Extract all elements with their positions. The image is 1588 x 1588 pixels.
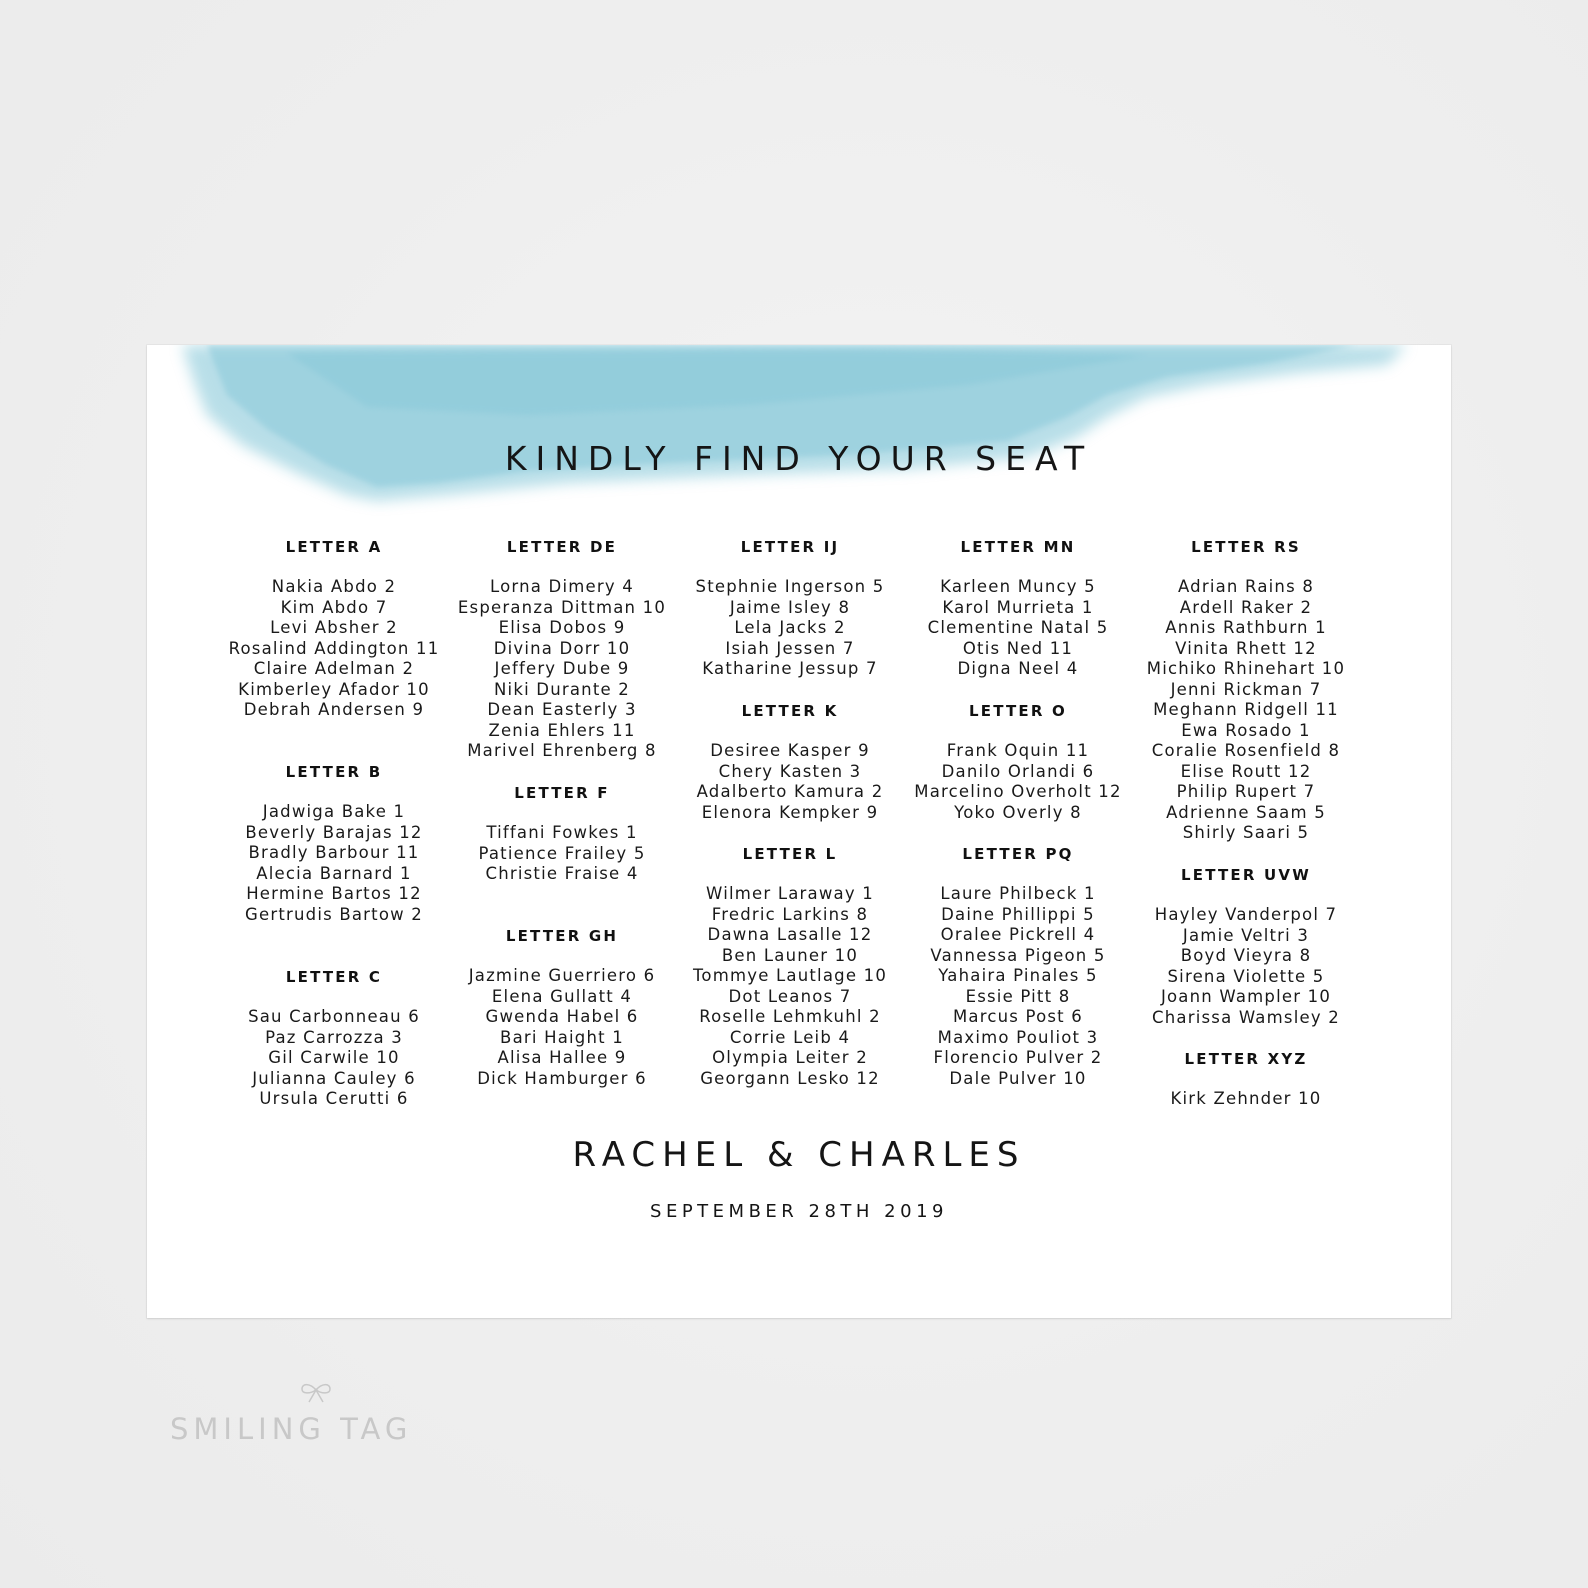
guest-entry: Elena Gullatt 4 xyxy=(491,986,633,1006)
page-title: KINDLY FIND YOUR SEAT xyxy=(504,439,1094,478)
guest-entry: Kim Abdo 7 xyxy=(280,597,388,617)
guest-entry: Gwenda Habel 6 xyxy=(485,1007,639,1026)
brand-watermark xyxy=(170,1382,470,1452)
guest-list xyxy=(1133,1089,1359,1110)
guest-entry: Danilo Orlandi 6 xyxy=(941,761,1095,781)
wedding-date: SEPTEMBER 28TH 2019 xyxy=(650,1201,948,1222)
guest-entry: Hayley Vanderpol 7 xyxy=(1154,905,1338,924)
bow-icon xyxy=(298,1382,334,1404)
guest-entry: Roselle Lehmkuhl 2 xyxy=(699,1007,881,1026)
guest-list xyxy=(221,577,447,721)
guest-entry: Ardell Raker 2 xyxy=(1179,597,1313,617)
guest-entry: Lorna Dimery 4 xyxy=(490,577,634,596)
guest-entry: Jeffery Dube 9 xyxy=(494,659,630,678)
letter-group xyxy=(905,844,1131,1089)
guest-entry: Paz Carrozza 3 xyxy=(265,1027,403,1047)
guest-list xyxy=(677,741,903,823)
guest-entry: Gertrudis Bartow 2 xyxy=(245,904,423,924)
guest-entry: Beverly Barajas 12 xyxy=(245,822,423,842)
group-heading: LETTER GH xyxy=(505,927,619,945)
guest-list xyxy=(677,577,903,680)
guest-entry: Kimberley Afador 10 xyxy=(238,679,430,699)
guest-entry: Frank Oquin 11 xyxy=(946,741,1090,760)
letter-group xyxy=(1133,537,1359,844)
guest-list xyxy=(905,741,1131,823)
brand-name: SMILING TAG xyxy=(170,1412,413,1446)
guest-entry: Yoko Overly 8 xyxy=(954,802,1082,822)
guest-entry: Karleen Muncy 5 xyxy=(940,577,1096,596)
guest-entry: Boyd Vieyra 8 xyxy=(1180,946,1312,965)
guest-list xyxy=(449,823,675,885)
guest-entry: Annis Rathburn 1 xyxy=(1165,618,1327,637)
letter-group xyxy=(677,701,903,823)
group-heading: LETTER O xyxy=(969,702,1067,720)
guest-entry: Ursula Cerutti 6 xyxy=(259,1089,409,1108)
guest-list xyxy=(221,802,447,925)
guest-entry: Esperanza Dittman 10 xyxy=(457,597,667,617)
guest-entry: Marivel Ehrenberg 8 xyxy=(467,741,657,760)
group-heading: LETTER PQ xyxy=(962,845,1074,863)
guest-entry: Divina Dorr 10 xyxy=(493,638,631,658)
guest-entry: Tiffani Fowkes 1 xyxy=(486,823,638,842)
guest-entry: Elenora Kempker 9 xyxy=(701,802,879,822)
guest-entry: Christie Fraise 4 xyxy=(485,864,639,883)
guest-entry: Kirk Zehnder 10 xyxy=(1170,1089,1322,1108)
letter-group xyxy=(905,701,1131,823)
letter-group xyxy=(905,537,1131,680)
letter-group xyxy=(677,537,903,680)
guest-entry: Desiree Kasper 9 xyxy=(710,741,870,760)
guest-list xyxy=(1133,577,1359,844)
group-heading: LETTER F xyxy=(514,784,610,802)
guest-entry: Vannessa Pigeon 5 xyxy=(930,945,1106,965)
guest-entry: Digna Neel 4 xyxy=(957,659,1079,678)
guest-entry: Hermine Bartos 12 xyxy=(246,884,422,903)
guest-entry: Charissa Wamsley 2 xyxy=(1152,1007,1340,1027)
guest-entry: Fredric Larkins 8 xyxy=(711,904,869,924)
guest-list xyxy=(449,966,675,1089)
guest-entry: Marcus Post 6 xyxy=(952,1007,1083,1026)
guest-entry: Chery Kasten 3 xyxy=(718,761,862,781)
letter-group xyxy=(1133,865,1359,1028)
letter-group xyxy=(221,762,447,925)
couple-names: RACHEL & CHARLES xyxy=(572,1135,1026,1175)
guest-list xyxy=(1133,905,1359,1028)
guest-entry: Rosalind Addington 11 xyxy=(228,638,440,658)
guest-entry: Vinita Rhett 12 xyxy=(1175,638,1317,658)
guest-entry: Dean Easterly 3 xyxy=(487,700,637,719)
guest-entry: Zenia Ehlers 11 xyxy=(488,720,636,740)
guest-entry: Dale Pulver 10 xyxy=(949,1068,1087,1088)
guest-entry: Karol Murrieta 1 xyxy=(942,597,1094,617)
guest-entry: Jadwiga Bake 1 xyxy=(262,802,406,821)
guest-list xyxy=(905,884,1131,1089)
guest-entry: Clementine Natal 5 xyxy=(927,618,1109,637)
guest-entry: Stephnie Ingerson 5 xyxy=(695,577,885,596)
guest-entry: Isiah Jessen 7 xyxy=(725,638,855,658)
guest-entry: Ewa Rosado 1 xyxy=(1181,720,1311,740)
guest-entry: Coralie Rosenfield 8 xyxy=(1151,741,1341,760)
guest-entry: Sirena Violette 5 xyxy=(1167,966,1325,986)
guest-list xyxy=(221,1007,447,1110)
guest-entry: Katharine Jessup 7 xyxy=(702,659,878,678)
letter-group xyxy=(449,537,675,762)
guest-entry: Nakia Abdo 2 xyxy=(271,577,397,596)
group-heading: LETTER RS xyxy=(1191,538,1301,556)
guest-entry: Philip Rupert 7 xyxy=(1176,782,1316,801)
guest-list xyxy=(905,577,1131,680)
group-heading: LETTER DE xyxy=(506,538,618,556)
guest-entry: Adrienne Saam 5 xyxy=(1166,802,1326,822)
guest-entry: Jenni Rickman 7 xyxy=(1170,679,1322,699)
guest-entry: Adalberto Kamura 2 xyxy=(696,782,884,801)
guest-entry: Joann Wampler 10 xyxy=(1160,987,1332,1006)
guest-entry: Elise Routt 12 xyxy=(1180,761,1312,781)
group-heading: LETTER UVW xyxy=(1181,866,1311,884)
group-heading: LETTER IJ xyxy=(740,538,840,556)
guest-entry: Patience Frailey 5 xyxy=(478,843,646,863)
guest-entry: Alisa Hallee 9 xyxy=(497,1048,627,1067)
guest-entry: Jaime Isley 8 xyxy=(729,597,851,617)
guest-entry: Julianna Cauley 6 xyxy=(252,1068,416,1088)
seating-columns xyxy=(221,537,1377,1117)
guest-entry: Laure Philbeck 1 xyxy=(940,884,1096,903)
guest-entry: Bradly Barbour 11 xyxy=(248,843,420,862)
letter-group xyxy=(221,967,447,1110)
seating-chart-card xyxy=(147,345,1451,1318)
letter-group xyxy=(677,844,903,1089)
guest-list xyxy=(677,884,903,1089)
guest-entry: Jazmine Guerriero 6 xyxy=(468,966,656,985)
guest-entry: Gil Carwile 10 xyxy=(268,1048,400,1067)
guest-entry: Essie Pitt 8 xyxy=(965,986,1071,1006)
guest-entry: Jamie Veltri 3 xyxy=(1182,925,1310,945)
guest-entry: Bari Haight 1 xyxy=(500,1027,624,1047)
letter-group xyxy=(221,537,447,721)
group-heading: LETTER XYZ xyxy=(1184,1050,1308,1068)
guest-entry: Shirly Saari 5 xyxy=(1182,823,1310,842)
guest-entry: Corrie Leib 4 xyxy=(729,1027,851,1047)
guest-entry: Claire Adelman 2 xyxy=(253,659,415,678)
guest-list xyxy=(449,577,675,762)
guest-entry: Daine Phillippi 5 xyxy=(941,904,1095,924)
guest-entry: Oralee Pickrell 4 xyxy=(940,925,1096,944)
guest-entry: Sau Carbonneau 6 xyxy=(248,1007,420,1026)
guest-entry: Olympia Leiter 2 xyxy=(712,1048,868,1067)
guest-entry: Dick Hamburger 6 xyxy=(477,1068,647,1088)
guest-entry: Florencio Pulver 2 xyxy=(933,1048,1103,1067)
letter-group xyxy=(449,926,675,1089)
guest-entry: Dawna Lasalle 12 xyxy=(707,925,873,944)
guest-entry: Maximo Pouliot 3 xyxy=(937,1027,1099,1047)
guest-entry: Marcelino Overholt 12 xyxy=(914,782,1122,801)
guest-entry: Alecia Barnard 1 xyxy=(256,863,412,883)
guest-entry: Otis Ned 11 xyxy=(962,638,1074,658)
group-heading: LETTER A xyxy=(285,538,383,556)
guest-entry: Meghann Ridgell 11 xyxy=(1153,700,1339,719)
guest-entry: Lela Jacks 2 xyxy=(734,618,846,637)
guest-entry: Georgann Lesko 12 xyxy=(700,1068,880,1088)
guest-entry: Debrah Andersen 9 xyxy=(243,700,425,719)
group-heading: LETTER K xyxy=(741,702,839,720)
guest-entry: Wilmer Laraway 1 xyxy=(706,884,874,903)
letter-group xyxy=(1133,1049,1359,1110)
guest-entry: Ben Launer 10 xyxy=(721,945,859,965)
guest-entry: Yahaira Pinales 5 xyxy=(938,966,1098,985)
group-heading: LETTER L xyxy=(742,845,838,863)
guest-entry: Dot Leanos 7 xyxy=(728,986,852,1006)
guest-entry: Elisa Dobos 9 xyxy=(498,618,626,637)
group-heading: LETTER C xyxy=(285,968,383,986)
guest-entry: Tommye Lautlage 10 xyxy=(692,966,888,985)
group-heading: LETTER B xyxy=(285,763,383,781)
guest-entry: Adrian Rains 8 xyxy=(1177,577,1315,596)
group-heading: LETTER MN xyxy=(960,538,1076,556)
guest-entry: Michiko Rhinehart 10 xyxy=(1146,659,1346,678)
guest-entry: Niki Durante 2 xyxy=(494,679,630,699)
letter-group xyxy=(449,783,675,885)
guest-entry: Levi Absher 2 xyxy=(270,618,398,637)
